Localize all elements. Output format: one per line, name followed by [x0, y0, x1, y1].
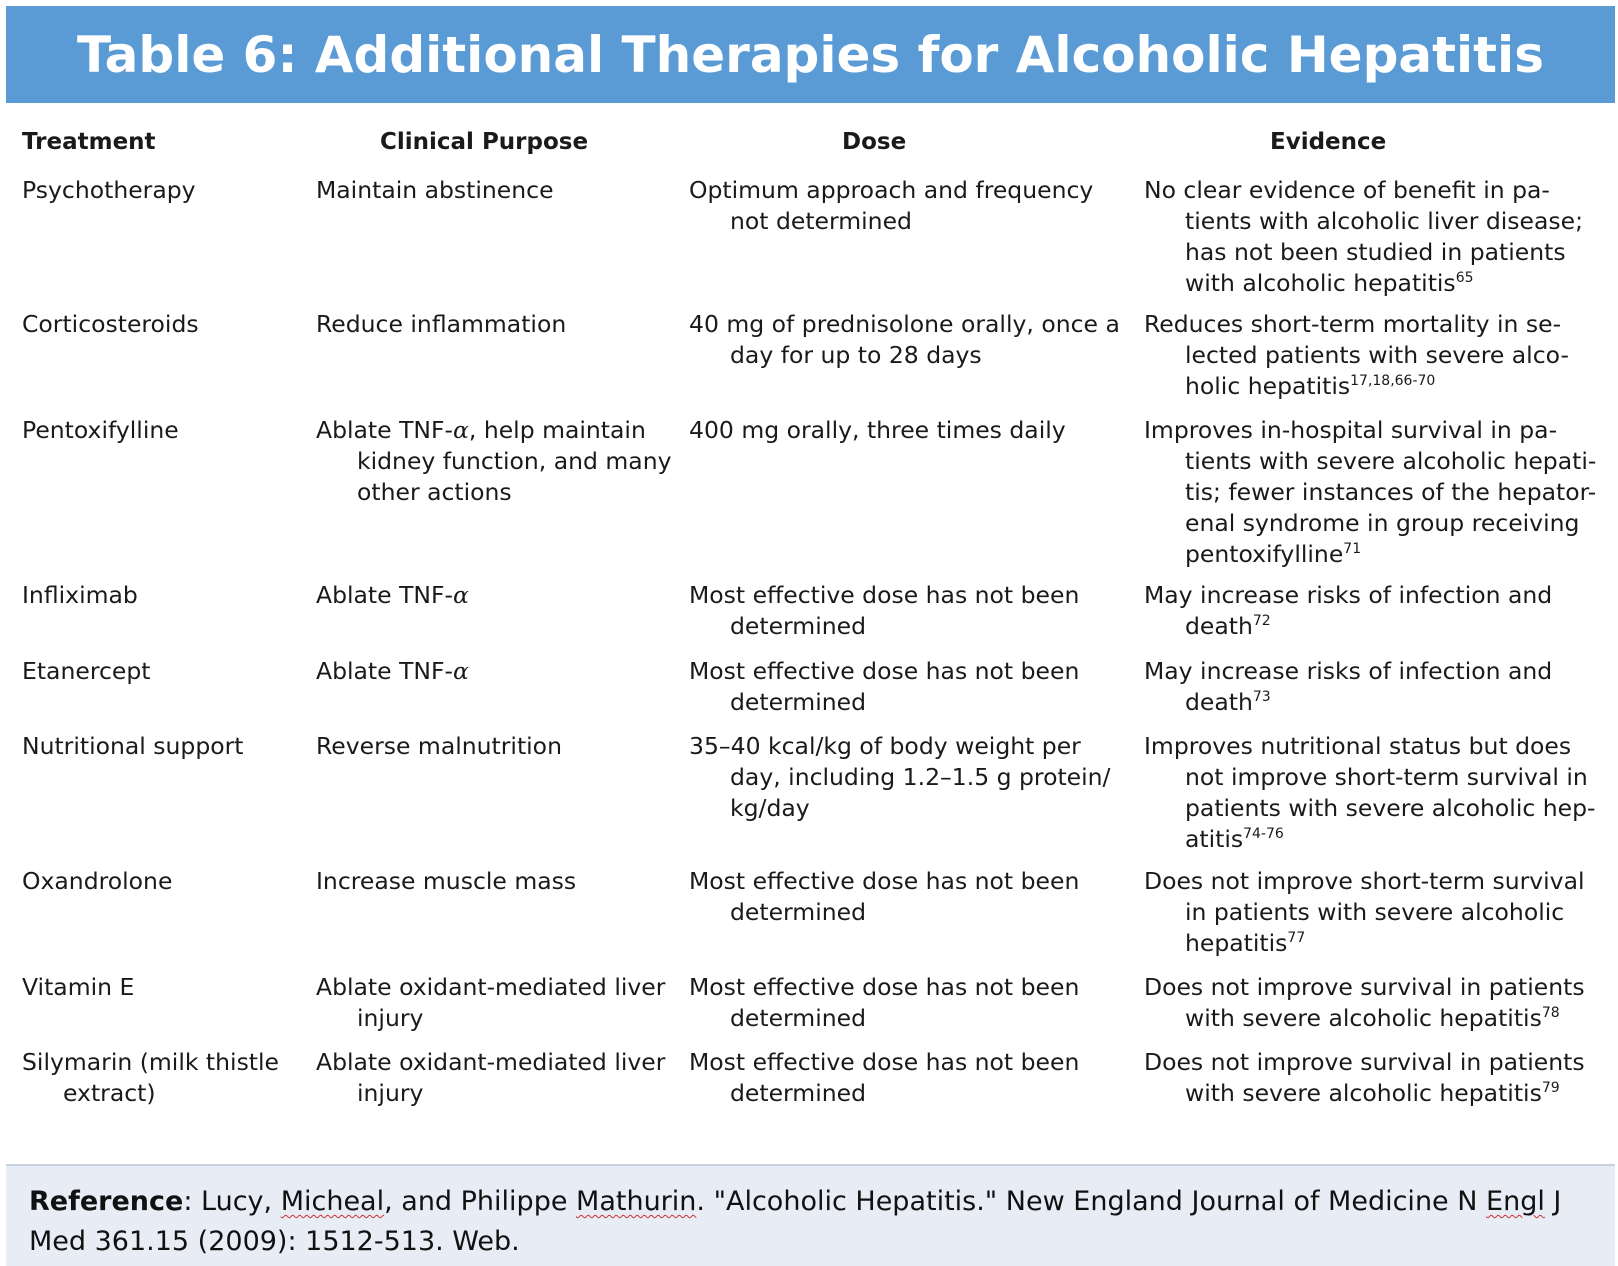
treatment-cell: Silymarin (milk thistle extract) — [22, 1048, 280, 1107]
dose-cell: Most effective dose has not been determined — [689, 581, 1080, 640]
table-row — [20, 1047, 1600, 1117]
table-row — [20, 415, 1600, 580]
dose-cell: 400 mg orally, three times daily — [689, 416, 1066, 444]
purpose-cell: Ablate oxidant-mediated liver injury — [316, 973, 666, 1032]
purpose-cell: Ablate TNF-α — [316, 657, 469, 685]
dose-cell: Optimum approach and frequency not determined — [689, 176, 1094, 235]
treatment-cell: Psychotherapy — [22, 176, 196, 204]
purpose-cell: Increase muscle mass — [316, 867, 577, 895]
table-row — [20, 580, 1600, 656]
evidence-cell: Does not improve survival in patients with severe alcoholic hepatitis$^{79}$ — [1144, 1048, 1585, 1107]
purpose-cell: Ablate oxidant-mediated liver injury — [316, 1048, 666, 1107]
evidence-cell: Improves nutritional status but does not improve short-term survival in patients with severe alcoholic hep-atitis$^{74-76}$ — [1144, 732, 1596, 853]
header-dose: Dose — [842, 129, 907, 155]
dose-cell: Most effective dose has not been determined — [689, 1048, 1080, 1107]
treatment-cell: Corticosteroids — [22, 310, 199, 338]
treatment-cell: Etanercept — [22, 657, 151, 685]
page-title: Table 6: Additional Therapies for Alcoholic Hepatitis — [77, 25, 1544, 84]
purpose-cell: Ablate TNF-α, help maintain kidney function, and many other actions — [316, 416, 672, 506]
header-evidence: Evidence — [1270, 129, 1387, 155]
table-row — [20, 972, 1600, 1047]
treatment-cell: Infliximab — [22, 581, 138, 609]
table-row — [20, 731, 1600, 866]
dose-cell: Most effective dose has not been determined — [689, 657, 1080, 716]
purpose-cell: Maintain abstinence — [316, 176, 554, 204]
treatment-cell: Oxandrolone — [22, 867, 173, 895]
purpose-cell: Reverse malnutrition — [316, 732, 562, 760]
purpose-cell: Ablate TNF-α — [316, 581, 469, 609]
treatment-cell: Pentoxifylline — [22, 416, 179, 444]
evidence-cell: May increase risks of infection and death$^{72}$ — [1144, 581, 1553, 640]
dose-cell: 40 mg of prednisolone orally, once a day for up to 28 days — [689, 310, 1120, 369]
evidence-cell: Does not improve short-term survival in patients with severe alcoholic hepatitis$^{77}$ — [1144, 867, 1585, 957]
evidence-cell: Reduces short-term mortality in se-lected patients with severe alco-holic hepatitis$^{17,18,66-70}$ — [1144, 310, 1569, 400]
table-row — [20, 175, 1600, 309]
treatment-cell: Nutritional support — [22, 732, 244, 760]
reference-label: Reference — [29, 1186, 184, 1217]
evidence-cell: Does not improve survival in patients with severe alcoholic hepatitis$^{78}$ — [1144, 973, 1585, 1032]
table-row — [20, 656, 1600, 731]
treatment-cell: Vitamin E — [22, 973, 135, 1001]
table-row — [20, 309, 1600, 415]
dose-cell: Most effective dose has not been determined — [689, 973, 1080, 1032]
title-banner — [6, 6, 1615, 103]
header-clinical-purpose: Clinical Purpose — [380, 129, 589, 155]
table-header — [20, 125, 1600, 175]
dose-cell: Most effective dose has not been determined — [689, 867, 1080, 926]
evidence-cell: No clear evidence of benefit in pa-tients with alcoholic liver disease; has not been studied in patients with alcoholic hepatitis$^{65}$ — [1144, 176, 1584, 297]
purpose-cell: Reduce inflammation — [316, 310, 567, 338]
header-treatment: Treatment — [22, 129, 156, 155]
evidence-cell: Improves in-hospital survival in pa-tients with severe alcoholic hepati-tis; fewer instances of the hepator-enal syndrome in group receiving pentoxifylline$^{71}$ — [1144, 416, 1597, 568]
evidence-cell: May increase risks of infection and death$^{73}$ — [1144, 657, 1553, 716]
dose-cell: 35–40 kcal/kg of body weight per day, including 1.2–1.5 g protein/ kg/day — [689, 732, 1111, 822]
table-row — [20, 866, 1600, 972]
reference-footer — [6, 1164, 1615, 1266]
therapies-table — [20, 125, 1600, 1117]
reference-text: Reference: Lucy, Micheal, and Philippe Mathurin. "Alcoholic Hepatitis." New England Journal of Medicine N Engl J Med 361.15 (2009): 1512-513. Web. — [29, 1186, 1562, 1257]
